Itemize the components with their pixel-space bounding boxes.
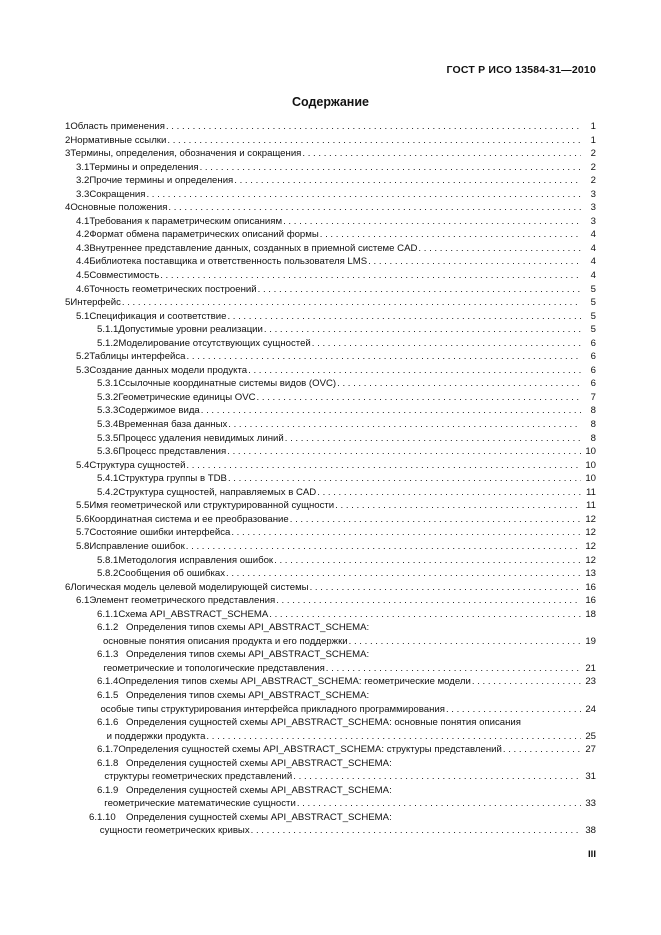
toc-entry[interactable] xyxy=(65,540,596,554)
toc-entry-title: Сокращения xyxy=(89,188,146,200)
toc-entry-title: Моделирование отсутствующих сущностей xyxy=(118,337,311,349)
dot-leader xyxy=(368,255,581,269)
toc-entry-number: 4.1 xyxy=(76,215,90,227)
toc-entry[interactable] xyxy=(65,120,596,134)
toc-entry-title: Нормативные ссылки xyxy=(70,134,167,146)
toc-entry-number: 6.1.4 xyxy=(97,676,119,688)
toc-entry-page: 2 xyxy=(590,161,596,173)
toc-entry[interactable] xyxy=(65,432,596,446)
toc-entry-number: 5.5 xyxy=(76,500,90,512)
toc-entry-number: 5.4.1 xyxy=(97,473,119,485)
toc-entry-number: 5.7 xyxy=(76,527,90,539)
toc-entry-page: 12 xyxy=(585,540,596,552)
dot-leader xyxy=(251,824,581,838)
dot-leader xyxy=(146,188,581,202)
toc-entry-number: 6.1.9 xyxy=(97,784,119,796)
toc-entry-page: 6 xyxy=(590,378,596,390)
dot-leader xyxy=(290,513,581,527)
dot-leader xyxy=(446,703,581,717)
dot-leader xyxy=(228,472,581,486)
toc-entry[interactable] xyxy=(65,716,596,743)
toc-entry-title: сущности геометрических кривых xyxy=(99,825,250,837)
toc-entry-title: Спецификация и соответствие xyxy=(89,310,227,322)
toc-entry-title: и поддержки продукта xyxy=(106,730,206,742)
toc-entry-title: Определения типов схемы API_ABSTRACT_SCHEMA: xyxy=(126,689,370,701)
toc-entry-title: Координатная система и ее преобразование xyxy=(89,513,289,525)
toc-entry-number: 3.1 xyxy=(76,161,90,173)
toc-entry-number: 4.2 xyxy=(76,229,90,241)
toc-entry-title: структуры геометрических представлений xyxy=(104,771,293,783)
dot-leader xyxy=(201,404,581,418)
toc-entry-title: особые типы структурирования интерфейса прикладного программирования xyxy=(100,703,445,715)
toc-entry-page: 18 xyxy=(585,608,596,620)
toc-entry-title: Элемент геометрического представления xyxy=(89,595,276,607)
toc-entry-title: Имя геометрической или структурированной сущности xyxy=(89,500,335,512)
toc-entry-number: 5.1 xyxy=(76,310,90,322)
toc-entry-page: 25 xyxy=(585,730,596,742)
toc-entry-page: 4 xyxy=(590,229,596,241)
toc-entry-title: Структура сущностей xyxy=(89,459,186,471)
toc-entry-page: 5 xyxy=(590,297,596,309)
toc-entry-number: 1 xyxy=(65,121,71,132)
toc-entry-page: 11 xyxy=(586,486,596,498)
dot-leader xyxy=(186,459,581,473)
toc-entry-number: 6.1.5 xyxy=(97,689,119,701)
toc-entry-number: 5.8.1 xyxy=(97,554,119,566)
toc-entry-number: 4.3 xyxy=(76,242,90,254)
dot-leader xyxy=(349,635,581,649)
toc-entry-page: 13 xyxy=(585,568,596,580)
toc-entry-page: 31 xyxy=(585,771,596,783)
toc-entry-number: 6.1.2 xyxy=(97,622,119,634)
toc-entry[interactable] xyxy=(65,459,596,473)
toc-entry-page: 6 xyxy=(590,337,596,349)
toc-entry[interactable] xyxy=(65,811,596,838)
toc-entry-page: 16 xyxy=(585,595,596,607)
dot-leader xyxy=(122,296,581,310)
toc-entry-number: 5.4.2 xyxy=(97,486,119,498)
toc-entry-page: 11 xyxy=(586,500,596,512)
toc-entry-page: 6 xyxy=(590,351,596,363)
toc-entry[interactable] xyxy=(65,215,596,229)
dot-leader xyxy=(326,662,581,676)
toc-entry-page: 2 xyxy=(590,148,596,160)
toc-entry[interactable] xyxy=(65,486,596,500)
toc-entry-page: 10 xyxy=(585,473,596,485)
dot-leader xyxy=(200,161,581,175)
toc-entry[interactable] xyxy=(65,377,596,391)
toc-entry-page: 10 xyxy=(585,446,596,458)
toc-entry-title: Допустимые уровни реализации xyxy=(118,324,263,336)
toc-entry-page: 6 xyxy=(590,364,596,376)
dot-leader xyxy=(337,377,581,391)
dot-leader xyxy=(231,526,581,540)
toc-entry-title: Основные положения xyxy=(70,202,168,214)
dot-leader xyxy=(297,797,581,811)
toc-entry-page: 21 xyxy=(585,662,596,674)
toc-entry-title: Совместимость xyxy=(89,270,160,282)
toc-entry[interactable] xyxy=(65,675,596,689)
toc-entry-title: Библиотека поставщика и ответственность пользователя LMS xyxy=(89,256,368,268)
dot-leader xyxy=(285,432,581,446)
toc-entry-number: 5.3.6 xyxy=(97,446,119,458)
dot-leader xyxy=(320,228,581,242)
toc-entry-title: Определения сущностей схемы API_ABSTRACT_SCHEMA: xyxy=(126,757,392,769)
toc-entry[interactable] xyxy=(65,608,596,622)
dot-leader xyxy=(168,201,581,215)
toc-entry[interactable] xyxy=(65,784,596,811)
toc-entry-page: 5 xyxy=(590,324,596,336)
toc-entry-title: Прочие термины и определения xyxy=(89,175,234,187)
toc-entry[interactable] xyxy=(65,418,596,432)
toc-entry[interactable] xyxy=(65,499,596,513)
dot-leader xyxy=(228,418,581,432)
toc-entry[interactable] xyxy=(65,554,596,568)
toc-entry-number: 5.3.2 xyxy=(97,391,119,403)
toc-entry-title: Ссылочные координатные системы видов (OVC) xyxy=(118,378,337,390)
toc-entry-page: 38 xyxy=(585,825,596,837)
dot-leader xyxy=(310,581,581,595)
toc-entry-page: 8 xyxy=(590,432,596,444)
toc-entry-number: 2 xyxy=(65,134,71,146)
dot-leader xyxy=(472,675,581,689)
dot-leader xyxy=(206,730,581,744)
toc-entry-page: 24 xyxy=(585,703,596,715)
dot-leader xyxy=(264,323,581,337)
toc-entry-title: Интерфейс xyxy=(70,297,121,309)
toc-entry[interactable] xyxy=(65,161,596,175)
toc-entry-number: 6.1.8 xyxy=(97,757,119,769)
dot-leader xyxy=(257,391,581,405)
toc-entry-number: 4.4 xyxy=(76,256,90,268)
toc-entry-title: Определения типов схемы API_ABSTRACT_SCHEMA: xyxy=(126,649,370,661)
toc-entry-title: Определения сущностей схемы API_ABSTRACT_SCHEMA: основные понятия описания xyxy=(126,717,521,729)
toc-entry-page: 10 xyxy=(585,459,596,471)
dot-leader xyxy=(503,743,581,757)
toc-entry[interactable] xyxy=(65,134,596,148)
toc-entry-number: 5.1.1 xyxy=(97,324,119,336)
toc-entry[interactable] xyxy=(65,743,596,757)
toc-entry-page: 1 xyxy=(590,121,596,132)
toc-entry-number: 5.4 xyxy=(76,459,90,471)
toc-entry[interactable] xyxy=(65,147,596,161)
dot-leader xyxy=(258,283,581,297)
toc-entry-page: 2 xyxy=(590,175,596,187)
toc-entry[interactable] xyxy=(65,174,596,188)
toc-entry-page: 12 xyxy=(585,554,596,566)
dot-leader xyxy=(234,174,581,188)
dot-leader xyxy=(227,310,581,324)
toc-entry[interactable] xyxy=(65,188,596,202)
toc-entry-page: 12 xyxy=(585,513,596,525)
toc-entry-title: Требования к параметрическим описаниям xyxy=(89,215,283,227)
page-title: Содержание xyxy=(291,95,369,109)
dot-leader xyxy=(302,147,581,161)
toc-entry[interactable] xyxy=(65,445,596,459)
toc-entry-number: 5.8.2 xyxy=(97,568,119,580)
toc-entry-page: 19 xyxy=(585,635,596,647)
toc-entry[interactable] xyxy=(65,757,596,784)
toc-entry-page: 5 xyxy=(590,283,596,295)
toc-entry-page: 23 xyxy=(585,676,596,688)
dot-leader xyxy=(283,215,581,229)
toc-entry-title: Формат обмена параметрических описаний формы xyxy=(89,229,319,241)
toc-entry[interactable] xyxy=(65,594,596,608)
toc-entry-number: 6.1.7 xyxy=(97,744,119,756)
toc-entry-title: геометрические математические сущности xyxy=(104,798,296,810)
toc-entry[interactable] xyxy=(65,350,596,364)
toc-entry-title: Структура группы в TDB xyxy=(118,473,227,485)
toc-entry-title: Структура сущностей, направляемых в CAD xyxy=(118,486,317,498)
toc-entry-page: 4 xyxy=(590,270,596,282)
dot-leader xyxy=(186,540,581,554)
toc-entry-title: Состояние ошибки интерфейса xyxy=(89,527,231,539)
toc-entry-title: Процесс представления xyxy=(118,446,227,458)
dot-leader xyxy=(187,350,581,364)
toc-entry[interactable] xyxy=(65,283,596,297)
toc-entry-page: 4 xyxy=(590,242,596,254)
toc-entry-number: 3.2 xyxy=(76,175,90,187)
toc-entry-number: 3 xyxy=(65,148,71,160)
toc-entry-title: Определения сущностей схемы API_ABSTRACT_SCHEMA: xyxy=(126,811,392,823)
dot-leader xyxy=(227,445,581,459)
toc-entry-page: 27 xyxy=(585,744,596,756)
toc-entry-title: Сообщения об ошибках xyxy=(118,568,225,580)
toc-entry-number: 4 xyxy=(65,202,71,214)
toc-entry[interactable] xyxy=(65,404,596,418)
toc-entry-page: 4 xyxy=(590,256,596,268)
dot-leader xyxy=(274,554,581,568)
toc-entry-number: 3.3 xyxy=(76,188,90,200)
toc-entry-number: 6.1.3 xyxy=(97,649,119,661)
toc-entry-title: Временная база данных xyxy=(118,419,228,431)
toc-entry[interactable] xyxy=(65,648,596,675)
toc-entry-page: 3 xyxy=(590,202,596,214)
toc-entry-page: 7 xyxy=(590,391,596,403)
toc-entry[interactable] xyxy=(65,255,596,269)
toc-entry-page: 16 xyxy=(585,581,596,593)
toc-entry[interactable] xyxy=(65,296,596,310)
toc-entry-title: Точность геометрических построений xyxy=(89,283,257,295)
dot-leader xyxy=(160,269,581,283)
toc-entry[interactable] xyxy=(65,323,596,337)
toc-entry[interactable] xyxy=(65,581,596,595)
toc-entry[interactable] xyxy=(65,391,596,405)
toc-entry[interactable] xyxy=(65,228,596,242)
toc-entry-page: 1 xyxy=(590,134,596,146)
dot-leader xyxy=(269,608,581,622)
dot-leader xyxy=(167,134,581,148)
toc-entry[interactable] xyxy=(65,621,596,648)
toc-entry-title: Таблицы интерфейса xyxy=(89,351,186,363)
toc-entry-title: Геометрические единицы OVC xyxy=(118,391,256,403)
toc-entry[interactable] xyxy=(65,526,596,540)
dot-leader xyxy=(317,486,581,500)
toc-entry[interactable] xyxy=(65,242,596,256)
dot-leader xyxy=(248,364,581,378)
table-of-contents xyxy=(65,120,596,838)
toc-entry-number: 5.8 xyxy=(76,540,90,552)
toc-entry-title: Область применения xyxy=(70,121,165,132)
toc-entry-page: 33 xyxy=(585,798,596,810)
toc-entry-number: 4.5 xyxy=(76,270,90,282)
toc-entry-title: Определения сущностей схемы API_ABSTRACT_SCHEMA: xyxy=(126,784,392,796)
toc-entry-number: 6 xyxy=(65,581,71,593)
toc-entry-title: Схема API_ABSTRACT_SCHEMA xyxy=(118,608,269,620)
toc-entry-number: 6.1.6 xyxy=(97,717,119,729)
toc-entry-number: 5.1.2 xyxy=(97,337,119,349)
dot-leader xyxy=(293,770,581,784)
page-number: III xyxy=(588,849,596,860)
toc-entry-page: 12 xyxy=(585,527,596,539)
toc-entry-title: основные понятия описания продукта и его поддержки xyxy=(102,635,348,647)
toc-entry-title: Методология исправления ошибок xyxy=(118,554,274,566)
toc-entry-number: 5.3.4 xyxy=(97,419,119,431)
toc-entry[interactable] xyxy=(65,364,596,378)
toc-entry-page: 8 xyxy=(590,405,596,417)
toc-entry-title: Определения типов схемы API_ABSTRACT_SCHEMA: геометрические модели xyxy=(118,676,471,688)
toc-entry-page: 3 xyxy=(590,215,596,227)
toc-entry-title: Определения типов схемы API_ABSTRACT_SCHEMA: xyxy=(126,622,370,634)
toc-entry-number: 5.3.5 xyxy=(97,432,119,444)
toc-entry-title: Определения сущностей схемы API_ABSTRACT_SCHEMA: структуры представлений xyxy=(118,744,502,756)
toc-entry-number: 6.1.10 xyxy=(89,811,116,823)
toc-entry-page: 3 xyxy=(590,188,596,200)
toc-entry[interactable] xyxy=(65,310,596,324)
toc-entry-title: Создание данных модели продукта xyxy=(89,364,248,376)
toc-entry-title: Термины и определения xyxy=(89,161,199,173)
toc-entry-number: 5 xyxy=(65,297,71,309)
toc-entry-number: 6.1.1 xyxy=(97,608,119,620)
toc-entry-page: 8 xyxy=(590,419,596,431)
toc-entry-title: геометрические и топологические представления xyxy=(103,662,325,674)
toc-entry-number: 5.3.3 xyxy=(97,405,119,417)
toc-entry-number: 5.3.1 xyxy=(97,378,119,390)
toc-entry-page: 5 xyxy=(590,310,596,322)
dot-leader xyxy=(276,594,581,608)
toc-entry-title: Исправление ошибок xyxy=(89,540,185,552)
toc-entry-title: Термины, определения, обозначения и сокращения xyxy=(70,148,302,160)
dot-leader xyxy=(166,120,581,134)
toc-entry-number: 5.6 xyxy=(76,513,90,525)
toc-entry-number: 6.1 xyxy=(76,595,90,607)
toc-entry-number: 4.6 xyxy=(76,283,90,295)
dot-leader xyxy=(418,242,581,256)
dot-leader xyxy=(312,337,581,351)
toc-entry[interactable] xyxy=(65,513,596,527)
toc-entry[interactable] xyxy=(65,337,596,351)
toc-entry-title: Процесс удаления невидимых линий xyxy=(118,432,284,444)
dot-leader xyxy=(335,499,581,513)
toc-entry[interactable] xyxy=(65,567,596,581)
toc-entry[interactable] xyxy=(65,201,596,215)
toc-entry-title: Внутреннее представление данных, созданных в приемной системе CAD xyxy=(89,242,418,254)
standard-designation: ГОСТ Р ИСО 13584-31—2010 xyxy=(446,64,596,76)
toc-entry-title: Логическая модель целевой моделирующей системы xyxy=(70,581,309,593)
toc-entry[interactable] xyxy=(65,472,596,486)
toc-entry[interactable] xyxy=(65,689,596,716)
toc-entry-number: 5.2 xyxy=(76,351,90,363)
toc-entry[interactable] xyxy=(65,269,596,283)
toc-entry-title: Содержимое вида xyxy=(118,405,200,417)
dot-leader xyxy=(226,567,581,581)
toc-entry-number: 5.3 xyxy=(76,364,90,376)
